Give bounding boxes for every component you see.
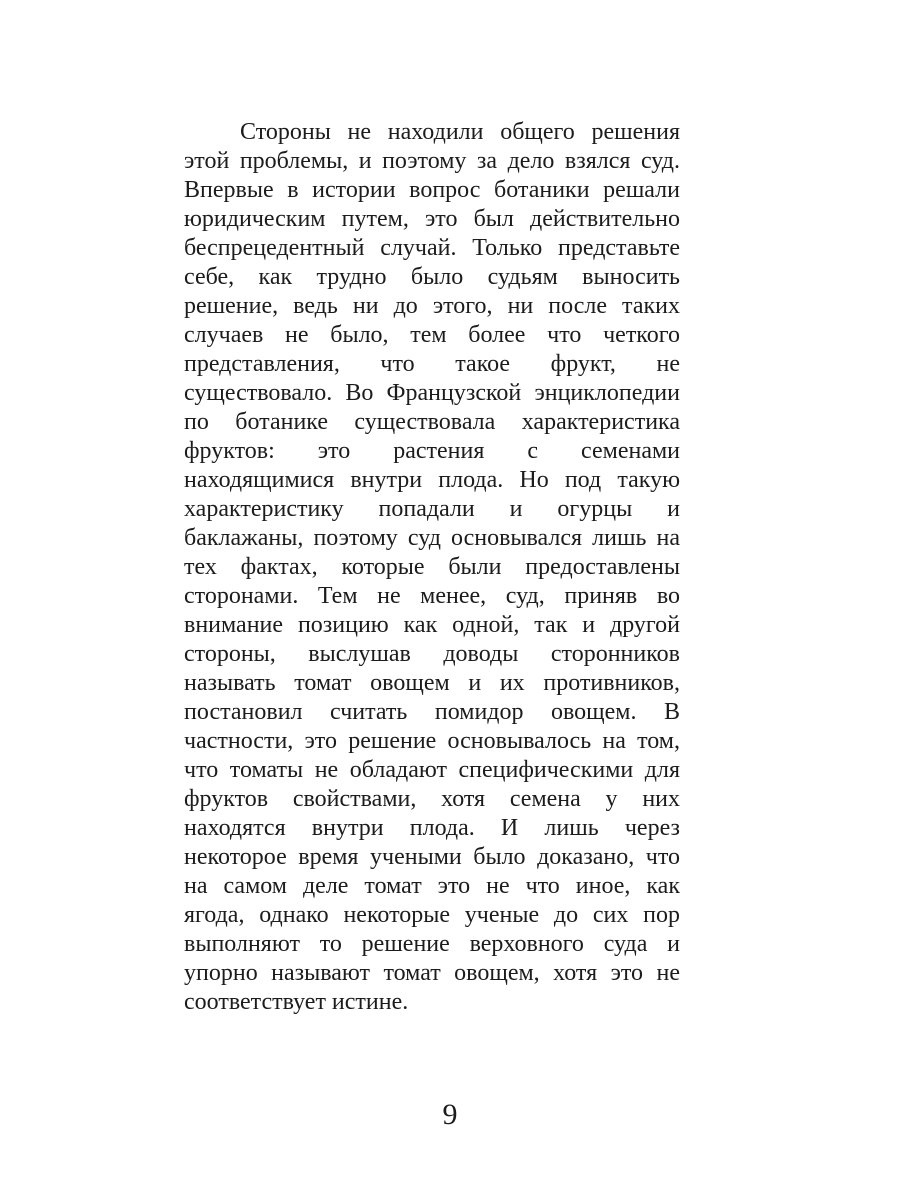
text-line: что томаты не обладают специфическими для [184, 757, 680, 783]
text-line: соответствует истине. [184, 989, 409, 1015]
text-line: представления, что такое фрукт, не [184, 351, 680, 377]
text-line: себе, как трудно было судьям выносить [184, 264, 680, 290]
text-line: баклажаны, поэтому суд основывался лишь на [184, 525, 680, 551]
text-line: стороны, выслушав доводы сторонников [184, 641, 680, 667]
text-line: сторонами. Тем не менее, суд, приняв во [184, 583, 680, 609]
text-line: частности, это решение основывалось на том, [184, 728, 680, 754]
text-line: называть томат овощем и их противников, [184, 670, 680, 696]
text-line: тех фактах, которые были предоставлены [184, 554, 680, 580]
text-line: постановил считать помидор овощем. В [184, 699, 680, 725]
text-line: на самом деле томат это не что иное, как [184, 873, 680, 899]
text-line: характеристику попадали и огурцы и [184, 496, 680, 522]
text-line: находящимися внутри плода. Но под такую [184, 467, 680, 493]
text-line: упорно называют томат овощем, хотя это не [184, 960, 680, 986]
text-line: выполняют то решение верховного суда и [184, 931, 680, 957]
text-line: беспрецедентный случай. Только представьте [184, 235, 680, 261]
text-line: Впервые в истории вопрос ботаники решали [184, 177, 680, 203]
text-line: существовало. Во Французской энциклопедии [184, 380, 680, 406]
text-line: Стороны не находили общего решения [240, 119, 680, 145]
text-line: фруктов: это растения с семенами [184, 438, 680, 464]
text-line: этой проблемы, и поэтому за дело взялся суд. [184, 148, 680, 174]
text-line: внимание позицию как одной, так и другой [184, 612, 680, 638]
page-number: 9 [442, 1098, 458, 1131]
text-line: некоторое время учеными было доказано, что [184, 844, 680, 870]
body-paragraph [184, 118, 680, 1017]
text-line: находятся внутри плода. И лишь через [184, 815, 680, 841]
text-line: по ботанике существовала характеристика [184, 409, 680, 435]
text-line: решение, ведь ни до этого, ни после таких [184, 293, 680, 319]
text-line: случаев не было, тем более что четкого [184, 322, 680, 348]
text-line: ягода, однако некоторые ученые до сих пор [184, 902, 680, 928]
text-line: юридическим путем, это был действительно [184, 206, 680, 232]
text-line: фруктов свойствами, хотя семена у них [184, 786, 680, 812]
